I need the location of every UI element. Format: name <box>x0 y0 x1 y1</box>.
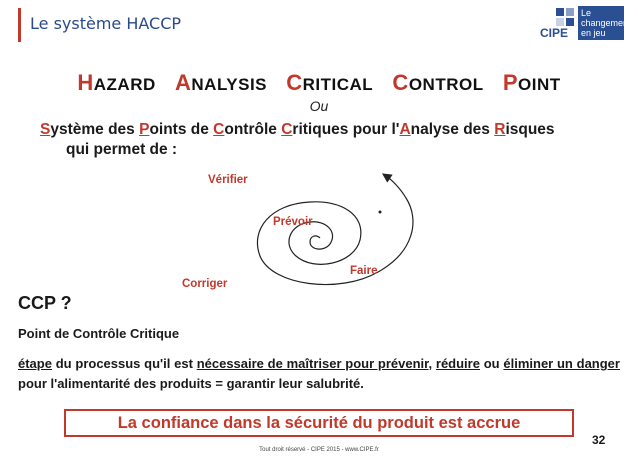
acronym-word-analysis: ANALYSIS <box>175 70 268 95</box>
definition-line-1: Système des Points de Contrôle Critiques pour l'Analyse des Risques <box>40 121 555 138</box>
acronym-word-hazard: HAZARD <box>77 70 156 95</box>
spiral-label-verifier: Vérifier <box>208 174 248 186</box>
spiral-label-faire: Faire <box>350 265 378 277</box>
ccp-subheading: Point de Contrôle Critique <box>18 326 180 341</box>
title-accent-bar <box>18 8 21 42</box>
footer-copyright: Tout droit réservé - CIPE 2015 - www.CIPE.fr <box>259 447 379 453</box>
definition-text <box>40 120 630 160</box>
haccp-acronym <box>0 70 638 96</box>
ccp-definition: étape du processus qu'il est nécessaire de maîtriser pour prévenir, réduire ou éliminer un danger pour l'alimentarité des produits = garantir leur salubrité. <box>18 356 620 391</box>
logo-cipe-text: CIPE <box>540 26 569 40</box>
acronym-word-point: POINT <box>502 70 561 95</box>
conclusion-banner: La confiance dans la sécurité du produit est accrue <box>64 409 574 437</box>
definition-line-2: qui permet de : <box>66 141 178 158</box>
slide-title: Le système HACCP <box>30 14 182 33</box>
acronym-word-control: CONTROL <box>392 70 484 95</box>
logo-tagline-3: en jeu <box>581 28 606 38</box>
cipe-logo <box>526 6 631 40</box>
spiral-path <box>257 176 413 285</box>
spiral-label-prevoir: Prévoir <box>273 216 313 228</box>
spiral-label-corriger: Corriger <box>182 278 228 290</box>
logo-tagline-2: changement <box>581 18 631 28</box>
ccp-heading: CCP ? <box>18 293 72 313</box>
ou-text: Ou <box>309 98 329 114</box>
logo-tagline <box>578 6 631 40</box>
logo-tagline-1: Le <box>581 8 592 18</box>
acronym-word-critical: CRITICAL <box>286 70 374 95</box>
cipe-logo-mark <box>526 6 576 40</box>
page-number: 32 <box>592 433 606 447</box>
